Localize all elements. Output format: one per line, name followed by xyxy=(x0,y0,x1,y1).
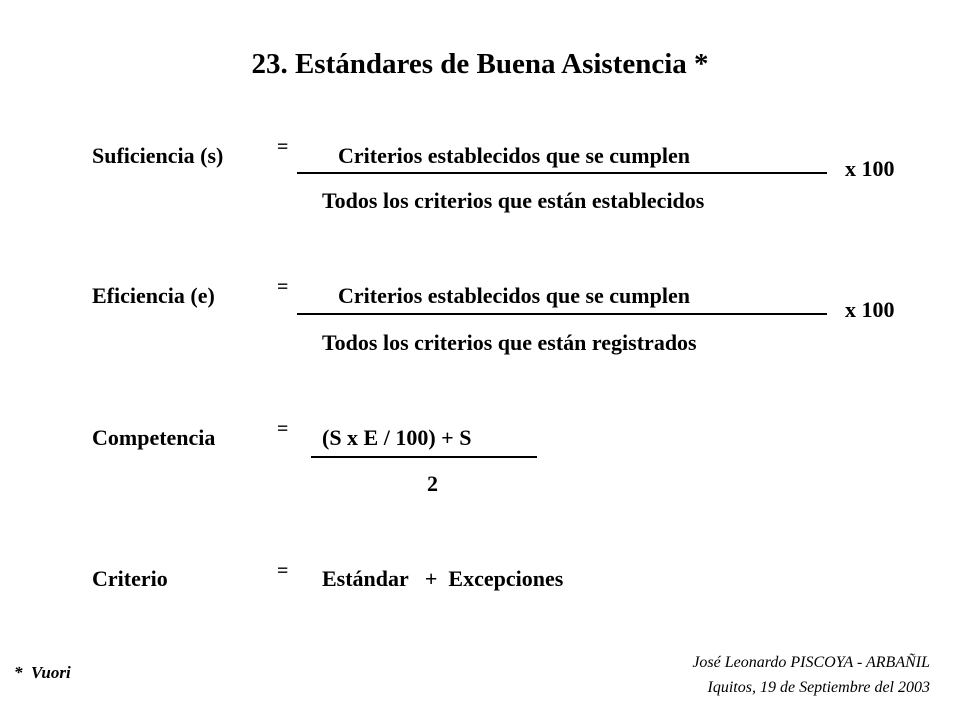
expression: Estándar + Excepciones xyxy=(322,566,564,591)
fraction-line xyxy=(311,456,537,458)
footnote: * Vuori xyxy=(14,663,71,682)
denominator: Todos los criterios que están registrados xyxy=(322,330,697,355)
multiplier: x 100 xyxy=(845,156,895,181)
denominator: 2 xyxy=(427,471,438,496)
formula-label: Eficiencia (e) xyxy=(92,283,215,308)
place-date-line: Iquitos, 19 de Septiembre del 2003 xyxy=(707,679,930,696)
numerator: Criterios establecidos que se cumplen xyxy=(338,143,690,168)
numerator: (S x E / 100) + S xyxy=(322,425,472,450)
denominator: Todos los criterios que están establecidos xyxy=(322,188,705,213)
equals-sign: = xyxy=(277,418,289,440)
author-line: José Leonardo PISCOYA - ARBAÑIL xyxy=(692,654,930,671)
equals-sign: = xyxy=(277,136,289,158)
page-title: 23. Estándares de Buena Asistencia * xyxy=(251,48,709,80)
multiplier: x 100 xyxy=(845,297,895,322)
equals-sign: = xyxy=(277,276,289,298)
fraction-line xyxy=(297,172,827,174)
formula-label: Criterio xyxy=(92,566,168,591)
fraction-line xyxy=(297,313,827,315)
formula-label: Competencia xyxy=(92,425,216,450)
numerator: Criterios establecidos que se cumplen xyxy=(338,283,690,308)
equals-sign: = xyxy=(277,560,289,582)
formula-label: Suficiencia (s) xyxy=(92,143,224,168)
